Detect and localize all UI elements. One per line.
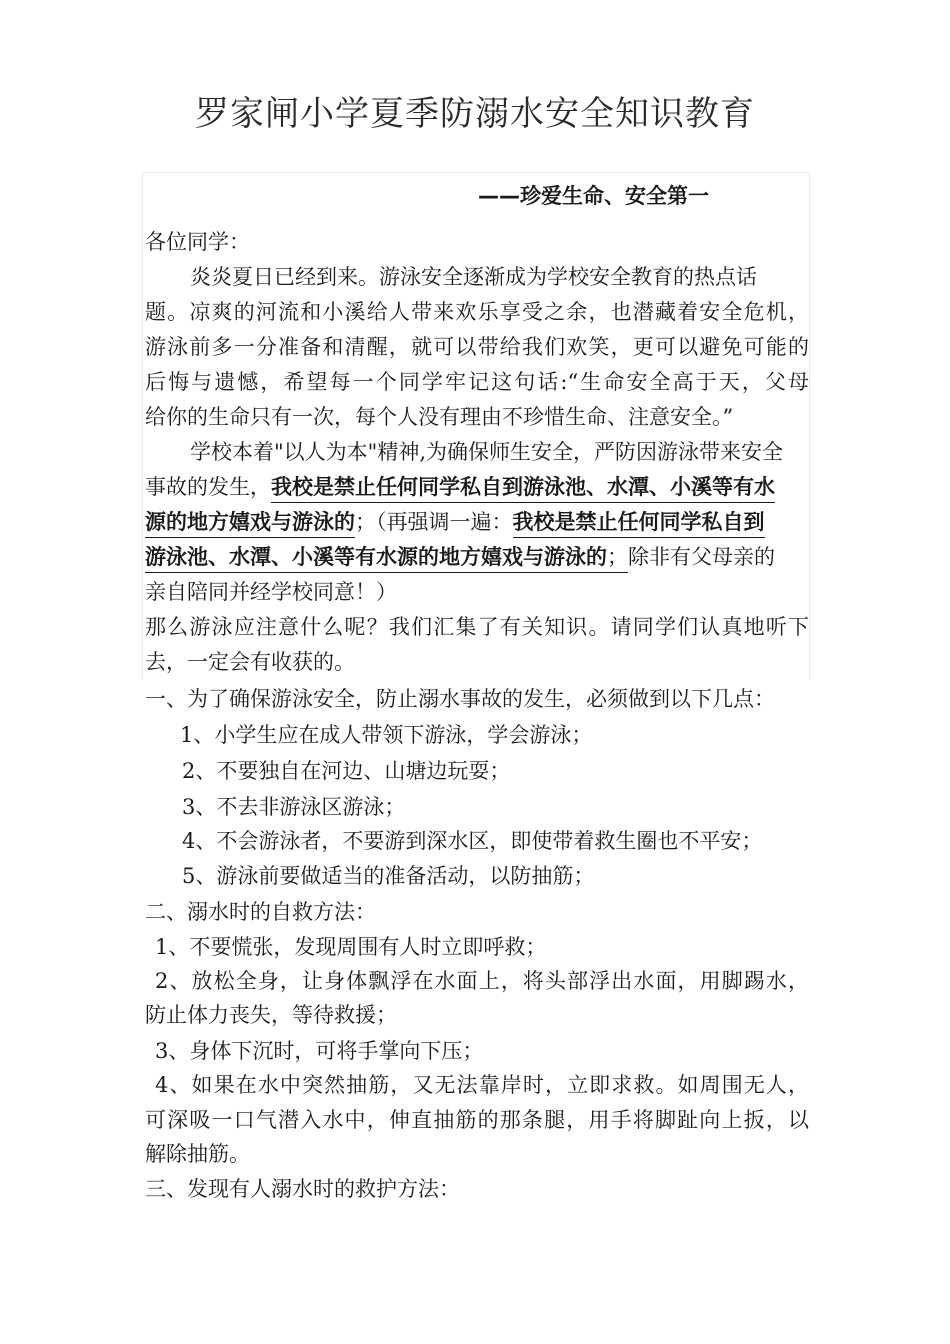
para1-line1: 炎炎夏日已经到来。游泳安全逐渐成为学校安全教育的热点话 (190, 265, 757, 289)
para2-line1: 学校本着"以人为本"精神,为确保师生安全，严防因游泳带来安全 (190, 440, 783, 464)
section2-heading: 二、溺水时的自救方法： (145, 900, 376, 924)
section2-item-2-cont: 防止体力丧失，等待救援； (145, 1003, 397, 1027)
section2-item-2: 2、放松全身，让身体飘浮在水面上，将头部浮出水面，用脚踢水， (155, 969, 809, 993)
semicolon: ； (607, 545, 628, 573)
rule-emphasis-1: 我校是禁止任何同学私自到游泳池、水潭、小溪等有水 (271, 475, 775, 503)
rule-emphasis-4: 游泳池、水潭、小溪等有水源的地方嬉戏与游泳的 (145, 545, 607, 573)
para1-line5: 给你的生命只有一次，每个人没有理由不珍惜生命、注意安全。” (145, 405, 734, 429)
section1-item-3: 3、不去非游泳区游泳； (182, 795, 406, 819)
section1-item-5: 5、游泳前要做适当的准备活动，以防抽筋； (182, 864, 595, 888)
para1-line3: 游泳前多一分准备和清醒，就可以带给我们欢笑，更可以避免可能的 (145, 335, 809, 359)
repeat-note: ；（再强调一遍： (355, 510, 513, 534)
salutation: 各位同学： (145, 230, 250, 254)
section2-item-4-cont2: 解除抽筋。 (145, 1142, 250, 1166)
rule-emphasis-2: 源的地方嬉戏与游泳的 (145, 510, 355, 538)
para1-line4: 后悔与遗憾，希望每一个同学牢记这句话:“生命安全高于天，父母 (145, 370, 809, 394)
exception-text: 除非有父母亲的 (628, 545, 775, 569)
page-title: 罗家闸小学夏季防溺水安全知识教育 (195, 94, 755, 134)
rule-emphasis-3: 我校是禁止任何同学私自到 (513, 510, 765, 538)
para2-line3 (145, 506, 765, 536)
section1-item-4: 4、不会游泳者，不要游到深水区，即使带着救生圈也不平安； (182, 829, 763, 853)
intro-line2: 去，一定会有收获的。 (145, 650, 355, 674)
para2-line4 (145, 541, 775, 571)
section3-heading: 三、发现有人溺水时的救护方法： (145, 1177, 460, 1201)
para2-line2 (145, 471, 775, 501)
para2-line5: 亲自陪同并经学校同意！） (145, 580, 397, 604)
section1-item-1: 1、小学生应在成人带领下游泳，学会游泳； (180, 723, 593, 747)
section1-item-2: 2、不要独自在河边、山塘边玩耍； (182, 759, 511, 783)
intro-line1: 那么游泳应注意什么呢？我们汇集了有关知识。请同学们认真地听下 (145, 615, 809, 639)
para1-line2: 题。凉爽的河流和小溪给人带来欢乐享受之余，也潜藏着安全危机， (145, 300, 809, 324)
section2-item-3: 3、身体下沉时，可将手掌向下压； (155, 1039, 484, 1063)
section2-item-4: 4、如果在水中突然抽筋，又无法靠岸时，立即求救。如周围无人， (155, 1073, 809, 1097)
section1-heading: 一、为了确保游泳安全，防止溺水事故的发生，必须做到以下几点： (145, 687, 775, 711)
subtitle: ——珍爱生命、安全第一 (478, 184, 709, 208)
para2-line2-lead: 事故的发生， (145, 475, 271, 499)
section2-item-1: 1、不要慌张，发现周围有人时立即呼救； (155, 935, 547, 959)
section2-item-4-cont1: 可深吸一口气潜入水中，伸直抽筋的那条腿，用手将脚趾向上扳，以 (145, 1108, 809, 1132)
